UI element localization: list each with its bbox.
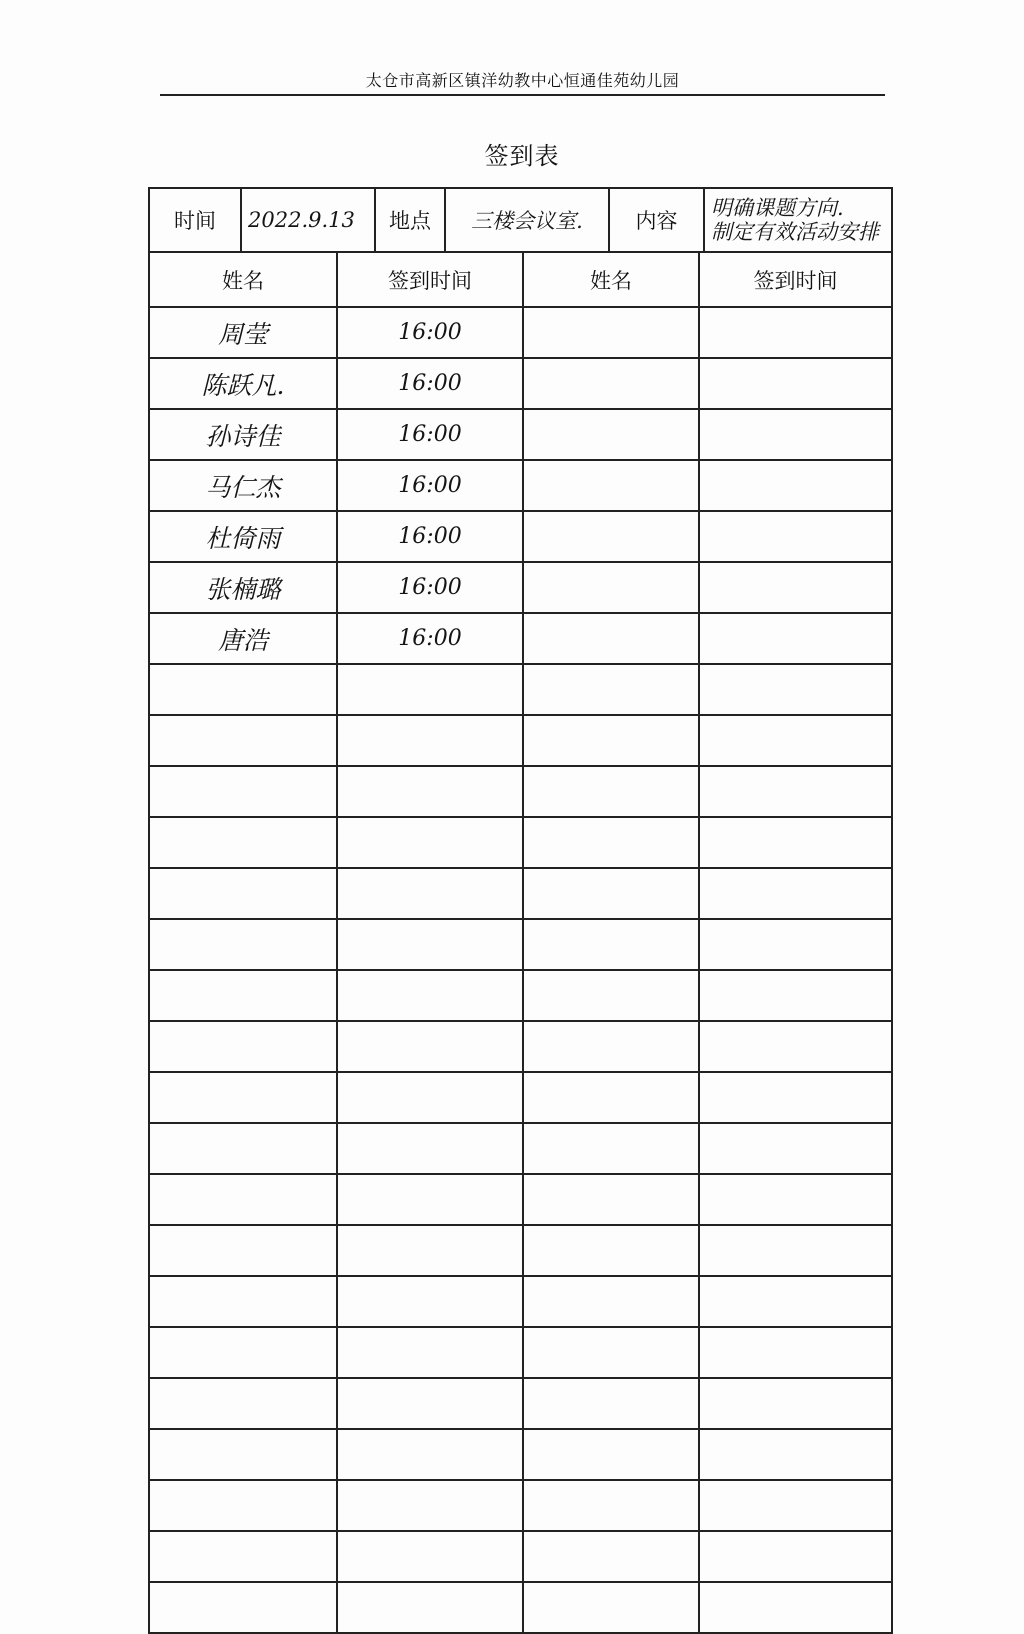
content-label: 内容 [609,188,704,252]
table-row [149,1276,892,1327]
attendee-name [523,613,699,664]
attendee-name [149,1582,337,1633]
attendee-name [523,562,699,613]
table-row [149,1123,892,1174]
signin-time: 16:00 [337,460,523,511]
attendee-name [523,1429,699,1480]
signin-time [337,766,523,817]
table-row [149,1072,892,1123]
table-row [149,1531,892,1582]
signin-time [337,1123,523,1174]
table-row [149,868,892,919]
table-row [149,1174,892,1225]
time-value: 2022.9.13 [241,188,375,252]
attendee-name [523,1480,699,1531]
signin-time [699,1378,892,1429]
table-row [149,1429,892,1480]
attendee-name [523,1531,699,1582]
table-row [149,970,892,1021]
signin-time [699,1480,892,1531]
signin-time [699,919,892,970]
signin-time [699,1123,892,1174]
signin-time [699,1225,892,1276]
attendee-name: 张楠璐 [149,562,337,613]
signin-time [699,1582,892,1633]
attendee-name [523,970,699,1021]
signin-time [337,970,523,1021]
attendee-name [523,1021,699,1072]
table-row [149,1378,892,1429]
signin-time [699,1072,892,1123]
signin-time [699,562,892,613]
table-row [149,511,892,562]
attendee-name [523,1072,699,1123]
signin-time [699,511,892,562]
attendee-name [149,715,337,766]
attendee-name: 孙诗佳 [149,409,337,460]
signin-time [337,715,523,766]
table-row [149,409,892,460]
attendee-name [149,1174,337,1225]
attendance-header-row [149,252,892,307]
attendee-name [523,460,699,511]
signin-time [699,613,892,664]
signin-time: 16:00 [337,307,523,358]
table-row [149,613,892,664]
signin-time [699,409,892,460]
table-row [149,1021,892,1072]
attendee-name [149,1123,337,1174]
table-row [149,460,892,511]
signin-time [699,1174,892,1225]
signin-time [337,817,523,868]
table-row [149,1582,892,1633]
table-row [149,358,892,409]
signin-time [699,970,892,1021]
attendee-name [523,1327,699,1378]
attendee-name [149,1276,337,1327]
attendee-name [149,1378,337,1429]
attendee-name [523,1276,699,1327]
table-row [149,817,892,868]
attendee-name [523,307,699,358]
sign-in-sheet [148,187,891,1627]
column-header-signin-time: 签到时间 [337,252,523,307]
column-header-name: 姓名 [149,252,337,307]
place-label: 地点 [375,188,445,252]
signin-time [337,1021,523,1072]
signin-time [699,715,892,766]
column-header-signin-time: 签到时间 [699,252,892,307]
signin-time [337,664,523,715]
signin-time [337,868,523,919]
page-title: 签到表 [484,142,560,170]
meeting-info-table [148,187,893,253]
attendee-name [523,1378,699,1429]
attendee-name [149,766,337,817]
attendee-name [523,766,699,817]
attendee-name [149,1429,337,1480]
column-header-name: 姓名 [523,252,699,307]
header-rule [160,94,885,96]
signin-time [699,1327,892,1378]
attendee-name [523,868,699,919]
attendee-name [149,1072,337,1123]
table-row [149,1480,892,1531]
attendee-name [523,817,699,868]
signin-time [699,1021,892,1072]
signin-time: 16:00 [337,358,523,409]
signin-time [337,1225,523,1276]
signin-time [337,1174,523,1225]
attendee-name [523,664,699,715]
attendee-name [149,919,337,970]
attendee-name [149,1531,337,1582]
attendee-name: 马仁杰 [149,460,337,511]
attendee-name: 陈跃凡. [149,358,337,409]
signin-time: 16:00 [337,511,523,562]
attendee-name: 杜倚雨 [149,511,337,562]
signin-time [337,1582,523,1633]
attendee-name [523,1123,699,1174]
signin-time [337,1531,523,1582]
content-value [704,188,892,252]
attendee-name [523,1174,699,1225]
attendee-name [149,970,337,1021]
signin-time [699,1531,892,1582]
table-row [149,766,892,817]
attendee-name [149,868,337,919]
attendee-name [149,664,337,715]
table-row [149,1225,892,1276]
table-row [149,562,892,613]
signin-time [337,1327,523,1378]
organization-header: 太仓市高新区镇洋幼教中心恒通佳苑幼儿园 [365,71,680,90]
signin-time: 16:00 [337,409,523,460]
table-row [149,664,892,715]
attendee-name [149,817,337,868]
signin-time [699,1276,892,1327]
signin-time [699,817,892,868]
signin-time [699,358,892,409]
table-row [149,307,892,358]
signin-time [699,766,892,817]
attendee-name [523,409,699,460]
signin-time [699,868,892,919]
attendee-name: 唐浩 [149,613,337,664]
attendee-name [149,1327,337,1378]
time-label: 时间 [149,188,241,252]
content-line-1: 明确课题方向. [711,196,844,220]
signin-time [699,307,892,358]
signin-time [337,919,523,970]
signin-time [337,1480,523,1531]
attendance-table [148,251,893,1634]
signin-time [337,1072,523,1123]
attendee-name [523,511,699,562]
attendee-name [523,715,699,766]
attendee-name [523,358,699,409]
attendee-name [523,919,699,970]
attendee-name [523,1582,699,1633]
signin-time [699,1429,892,1480]
table-row [149,715,892,766]
attendee-name [523,1225,699,1276]
table-row [149,1327,892,1378]
attendee-name [149,1480,337,1531]
signin-time [699,460,892,511]
signin-time [337,1429,523,1480]
attendee-name [149,1021,337,1072]
content-line-2: 制定有效活动安排 [711,220,879,244]
signin-time: 16:00 [337,562,523,613]
place-value: 三楼会议室. [445,188,609,252]
signin-time: 16:00 [337,613,523,664]
attendee-name: 周莹 [149,307,337,358]
signin-time [337,1378,523,1429]
signin-time [337,1276,523,1327]
attendee-name [149,1225,337,1276]
signin-time [699,664,892,715]
table-row [149,919,892,970]
